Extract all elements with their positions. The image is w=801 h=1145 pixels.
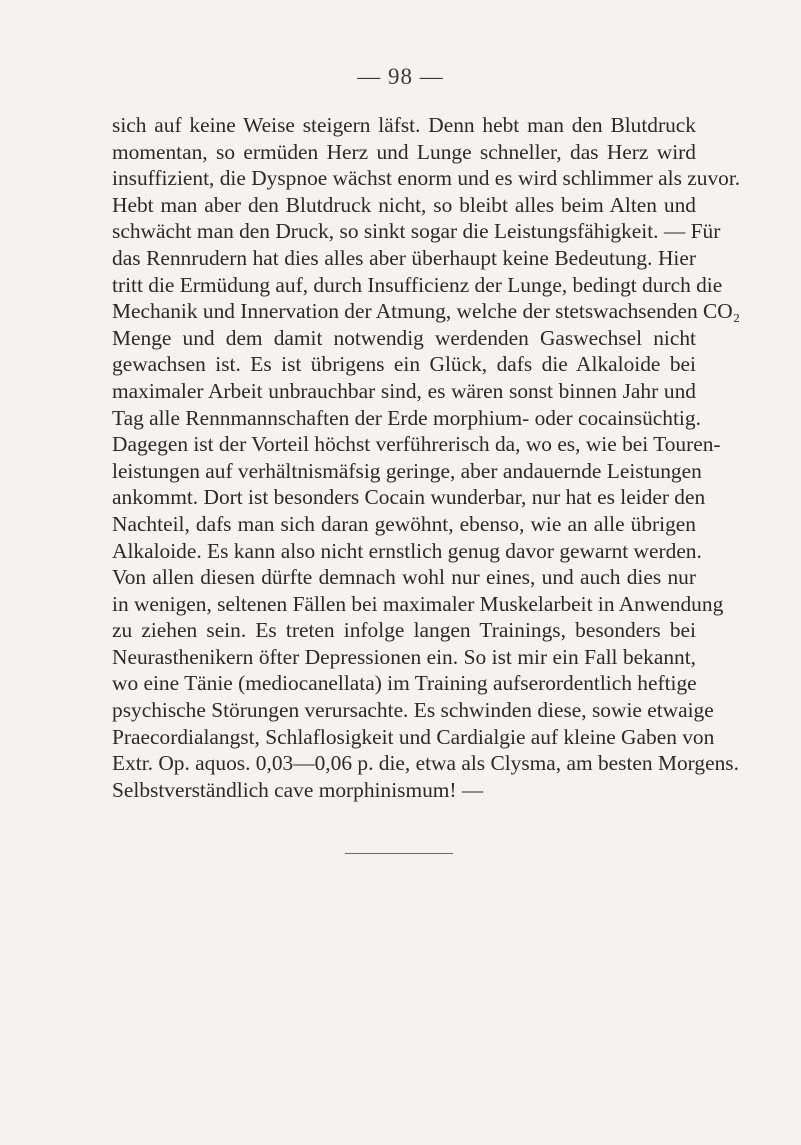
text-line: insuffizient, die Dyspnoe wächst enorm und es wird schlimmer als zuvor.	[112, 166, 741, 191]
text-line: Selbstverständlich cave morphinismum! —	[112, 777, 484, 802]
text-line: Neurasthenikern öfter Depressionen ein. So ist mir ein Fall bekannt,	[112, 644, 696, 669]
text-line: Menge und dem damit notwendig werdenden Gaswechsel nicht	[112, 325, 696, 350]
text-line: maximaler Arbeit unbrauchbar sind, es wären sonst binnen Jahr und	[112, 378, 696, 403]
text-line: Alkaloide. Es kann also nicht ernstlich genug davor gewarnt werden.	[112, 538, 702, 563]
text-line: das Rennrudern hat dies alles aber überhaupt keine Bedeutung. Hier	[112, 245, 696, 270]
text-line: Hebt man aber den Blutdruck nicht, so bleibt alles beim Alten und	[112, 192, 696, 217]
text-line: sich auf keine Weise steigern läfst. Denn hebt man den Blutdruck	[112, 113, 696, 137]
text-line: wo eine Tänie (mediocanellata) im Training aufserordentlich heftige	[112, 671, 697, 696]
text-line: Nachteil, dafs man sich daran gewöhnt, ebenso, wie an alle übrigen	[112, 511, 696, 536]
text-line: Von allen diesen dürfte demnach wohl nur eines, und auch dies nur	[112, 565, 696, 590]
text-line: Dagegen ist der Vorteil höchst verführerisch da, wo es, wie bei Touren-	[112, 432, 721, 457]
text-line: schwächt man den Druck, so sinkt sogar die Leistungsfähigkeit. — Für	[112, 219, 721, 244]
page-number-header: — 98 —	[357, 64, 444, 89]
text-line: tritt die Ermüdung auf, durch Insufficienz der Lunge, bedingt durch die	[112, 272, 723, 297]
text-line: momentan, so ermüden Herz und Lunge schneller, das Herz wird	[112, 139, 696, 164]
text-line: zu ziehen sein. Es treten infolge langen Trainings, besonders bei	[112, 618, 696, 643]
text-line: in wenigen, seltenen Fällen bei maximaler Muskelarbeit in Anwendung	[112, 591, 724, 616]
closing-rule	[345, 853, 453, 854]
text-line: psychische Störungen verursachte. Es schwinden diese, sowie etwaige	[112, 698, 714, 723]
text-line: Extr. Op. aquos. 0,03—0,06 p. die, etwa als Clysma, am besten Morgens.	[112, 751, 739, 776]
text-line: ankommt. Dort ist besonders Cocain wunderbar, nur hat es leider den	[112, 485, 706, 510]
text-line: Tag alle Rennmannschaften der Erde morphium- oder cocainsüchtig.	[112, 405, 701, 430]
text-line: leistungen auf verhältnismäfsig geringe, aber andauernde Leistungen	[112, 458, 702, 483]
text-line: gewachsen ist. Es ist übrigens ein Glück, dafs die Alkaloide bei	[112, 352, 696, 377]
body-text	[112, 112, 741, 803]
text-line: Praecordialangst, Schlaflosigkeit und Cardialgie auf kleine Gaben von	[112, 724, 715, 749]
text-line: Mechanik und Innervation der Atmung, welche der stetswachsenden CO₂	[112, 299, 741, 324]
